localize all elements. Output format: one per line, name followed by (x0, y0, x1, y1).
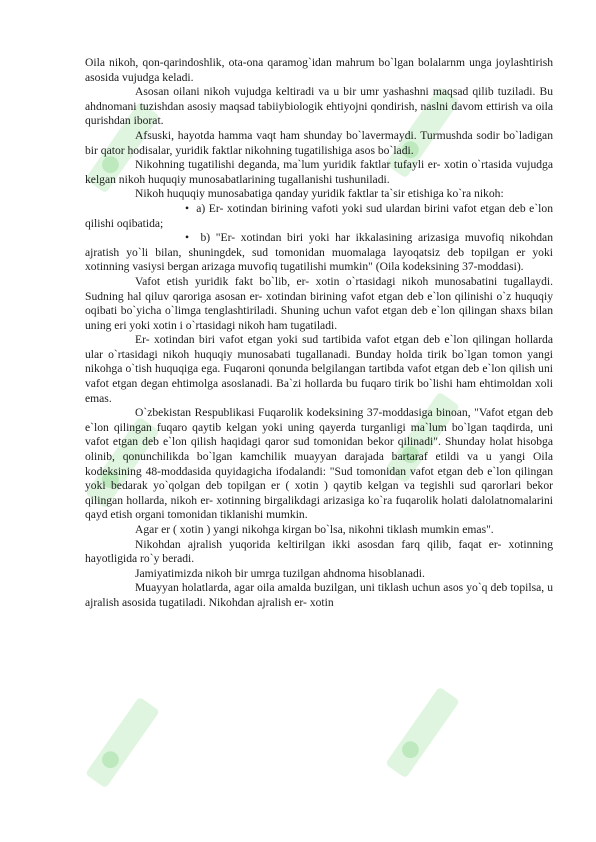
paragraph: Afsuski, hayotda hamma vaqt ham shunday bo`lavermaydi. Turmushda sodir bo`ladigan bir qator hodisalar, yuridik faktlar nikohning tugatilishiga asos bo`ladi. (85, 128, 553, 157)
paragraph: Agar er ( xotin ) yangi nikohga kirgan bo`lsa, nikohni tiklash mumkin emas". (135, 523, 494, 536)
paragraph: Er- xotindan biri vafot etgan yoki sud tartibida vafot etgan deb e`lon qilingan hollarda ular o`rtasidagi nikoh huquqiy munosabati tugallanadi. Bunday holda tirik bo`lgan tomon yangi nikohga o`tish huquqiga ega. Fuqaroni qonunda belgilangan tartibda vafot etgan deb e`lon qilish uni vafot etgan degan ehtimolga asoslanadi. Ba`zi hollarda bu fuqaro tirik bo`lishi ham ehtimoldan xoli emas. (85, 333, 553, 405)
watermark-mark (370, 680, 475, 785)
paragraph: Vafot etish yuridik fakt bo`lib, er- xotin o`rtasidagi nikoh munosabatini tugallaydi. Sudning hal qiluv qaroriga asosan er- xotindan birining vafot etgan deb e`lon qilinishi o`z huquqiy oqibati bo`yicha o`limga tenglashtiriladi. Shuning uchun vafot etgan deb e`lon qilingan shaxs bilan uning eri yoki xotin i o`rtasidagi nikoh ham tugatiladi. (85, 274, 553, 332)
paragraph: Nikoh huquqiy munosabatiga qanday yuridik faktlar ta`sir etishiga ko`ra nikoh: (135, 187, 504, 201)
list-item-text: b) "Er- xotindan biri yoki har ikkalasining arizasiga muvofiq nikohdan ajratish yo`li bilan, shuningdek, sud tomonidan muomalaga layoqatsiz deb topilgan er yoki xotinning vasiysi bergan arizaga muvofiq tugatilishi mumkin" (Oila kodeksining 37-moddasi). (85, 231, 553, 274)
bullet-icon: • (185, 201, 190, 215)
paragraph: Jamiyatimizda nikoh bir umrga tuzilgan ahdnoma hisoblanadi. (135, 566, 425, 580)
paragraph: Muayyan holatlarda, agar oila amalda buzilgan, uni tiklash uchun asos yo`q deb topilsa, u ajralish asosida tugatiladi. Nikohdan ajralish er- xotin (85, 581, 553, 609)
paragraph: Nikohdan ajralish yuqorida keltirilgan ikki asosdan farq qilib, faqat er- xotinning hayotligida ro`y beradi. (85, 537, 553, 566)
paragraph: Asosan oilani nikoh vujudga keltiradi va u bir umr yashashni maqsad qilib tuziladi. Bu ahdnomani tuzishdan asosiy maqsad tabiiybiologik ehtiyojni qondirish, naslni davom ettirish va oila qurishdan iborat. (85, 85, 553, 128)
document-body (85, 56, 553, 611)
watermark-mark (70, 690, 175, 795)
list-item (85, 231, 553, 275)
list-item (85, 202, 553, 231)
bullet-icon: • (185, 231, 190, 245)
paragraph: Nikohning tugatilishi deganda, ma`lum yuridik faktlar tufayli er- xotin o`rtasida vujudga kelgan nikoh huquqiy munosabatlarining tugallanishi tushuniladi. (85, 158, 553, 186)
paragraph: Oila nikoh, qon-qarindoshlik, ota-ona qaramog`idan mahrum bo`lgan bolalarnm unga joylashtirish asosida vujudga keladi. (85, 56, 553, 84)
list-item-text: a) Er- xotindan birining vafoti yoki sud ulardan birini vafot etgan deb e`lon qilishi oqibatida; (85, 201, 554, 230)
paragraph: O`zbekistan Respublikasi Fuqarolik kodeksining 37-moddasiga binoan, "Vafot etgan deb e`lon qilingan fuqaro qaytib kelgan yoki uning qayerda turganligi ma`lum bo`lgan taqdirda, uni vafot etgan deb e`lon qilish haqidagi qaror sud tomonidan bekor qilinadi". Shunday holat hisobga olinib, qonunchilikda bo`lgan kamchilik muayyan darajada bartaraf etildi va u yangi Oila kodeksining 48-moddasida quyidagicha ifodalandi: "Sud tomonidan vafot etgan deb e`lon qilingan yoki bedarak yo`qolgan deb topilgan er ( xotin ) qaytib kelgan va tegishli sud qarorlari bekor qilingan hollarda, nikoh er- xotinning birgalikdagi arizasiga ko`ra fuqarolik holati dalolatnomalarini qayd etish organi tomonidan tiklanishi mumkin. (85, 406, 553, 522)
